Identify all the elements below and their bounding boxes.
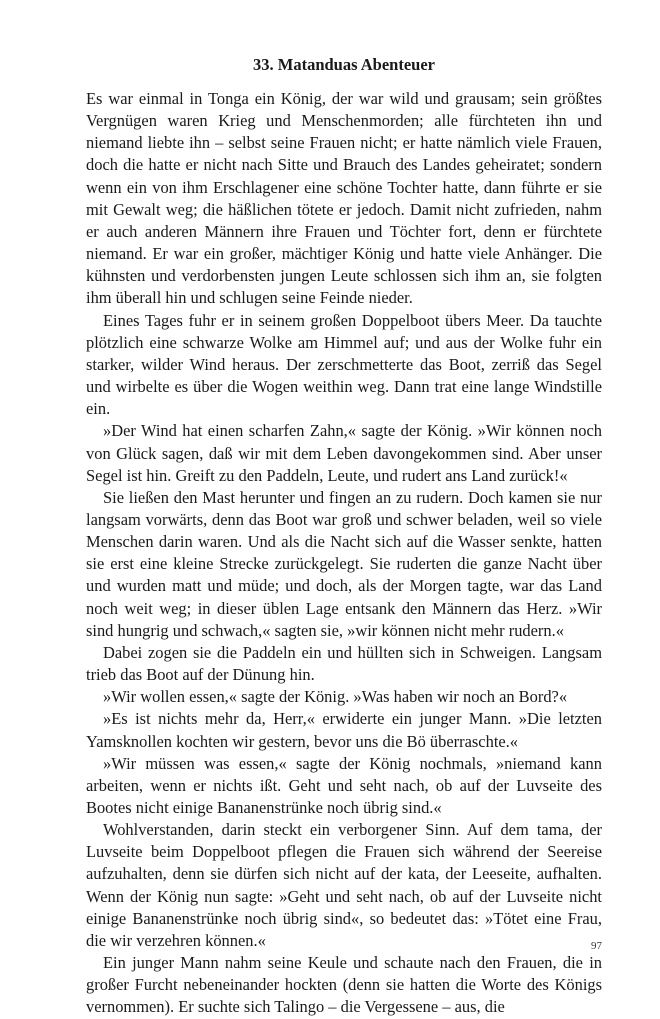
paragraph: Es war einmal in Tonga ein König, der war wild und grausam; sein größtes Vergnügen waren Krieg und Menschenmorden; alle fürchteten ihn und niemand liebte ihn – selbst seine Frauen nicht; er hatte nämlich viele Frauen, doch die hatte er nicht nach Sitte und Brauch des Landes geheiratet; sondern wenn ein von ihm Erschlagener eine schöne Tochter hatte, dann führte er sie mit Gewalt weg; die häßlichen tötete er jedoch. Damit nicht zufrieden, nahm er auch anderen Männern ihre Frauen und Töchter fort, denn er fürchtete niemand. Er war ein großer, mächtiger König und hatte viele Anhänger. Die kühnsten und verdorbensten jungen Leute schlossen sich ihm an, sie folgten ihm überall hin und schlugen seine Feinde nieder. [86,89,602,308]
chapter-title: 33. Matanduas Abenteuer [253,55,435,74]
paragraph: »Der Wind hat einen scharfen Zahn,« sagte der König. »Wir können noch von Glück sagen, daß wir mit dem Leben davongekommen sind. Aber unser Segel ist hin. Greift zu den Paddeln, Leute, und rudert ans Land zurück!« [86,421,602,485]
paragraph: Ein junger Mann nahm seine Keule und schaute nach den Frauen, die in großer Furcht nebeneinander hockten (denn sie hatten die Worte des Königs vernommen). Er suchte sich Talingo – die Vergessene – aus, die [86,953,602,1017]
paragraph: Sie ließen den Mast herunter und fingen an zu rudern. Doch kamen sie nur langsam vorwärts, denn das Boot war groß und schwer beladen, weil so viele Menschen darin waren. Und als die Nacht sich auf die Wasser senkte, hatten sie erst eine kleine Strecke zurückgelegt. Sie ruderten die ganze Nacht über und wurden matt und müde; und doch, als der Morgen tagte, war das Land noch weit weg; in dieser üblen Lage entsank den Männern das Herz. »Wir sind hungrig und schwach,« sagten sie, »wir können nicht mehr rudern.« [86,487,602,640]
paragraph: Dabei zogen sie die Paddeln ein und hüllten sich in Schweigen. Langsam trieb das Boot auf der Dünung hin. [86,642,602,685]
paragraph: Wohlverstanden, darin steckt ein verborgener Sinn. Auf dem tama, der Luvseite beim Doppelboot pflegen die Frauen sich während der Seereise aufzuhalten, denn sie dürfen sich nicht auf der kata, der Leeseite, aufhalten. Wenn der König nun sagte: »Geht und seht nach, ob auf der Luvseite nicht einige Bananenstrünke noch übrig sind«, so bedeutet das: »Tötet eine Frau, die wir verzehren können.« [86,820,602,950]
body-text [86,88,602,1019]
paragraph: Eines Tages fuhr er in seinem großen Doppelboot übers Meer. Da tauchte plötzlich eine schwarze Wolke am Himmel auf; und aus der Wolke fuhr ein starker, wilder Wind heraus. Der zerschmetterte das Boot, zerriß das Segel und wirbelte es über die Wogen weithin weg. Dann trat eine lange Windstille ein. [86,310,602,419]
paragraph: »Es ist nichts mehr da, Herr,« erwiderte ein junger Mann. »Die letzten Yamsknollen kochten wir gestern, bevor uns die Bö überraschte.« [86,709,602,751]
paragraph: »Wir wollen essen,« sagte der König. »Was haben wir noch an Bord?« [103,687,568,707]
paragraph: »Wir müssen was essen,« sagte der König nochmals, »niemand kann arbeiten, wenn er nichts ißt. Geht und seht nach, ob auf der Luvseite des Bootes nicht einige Bananenstrünke noch übrig sind.« [86,753,602,817]
page-number: 97 [591,940,602,952]
